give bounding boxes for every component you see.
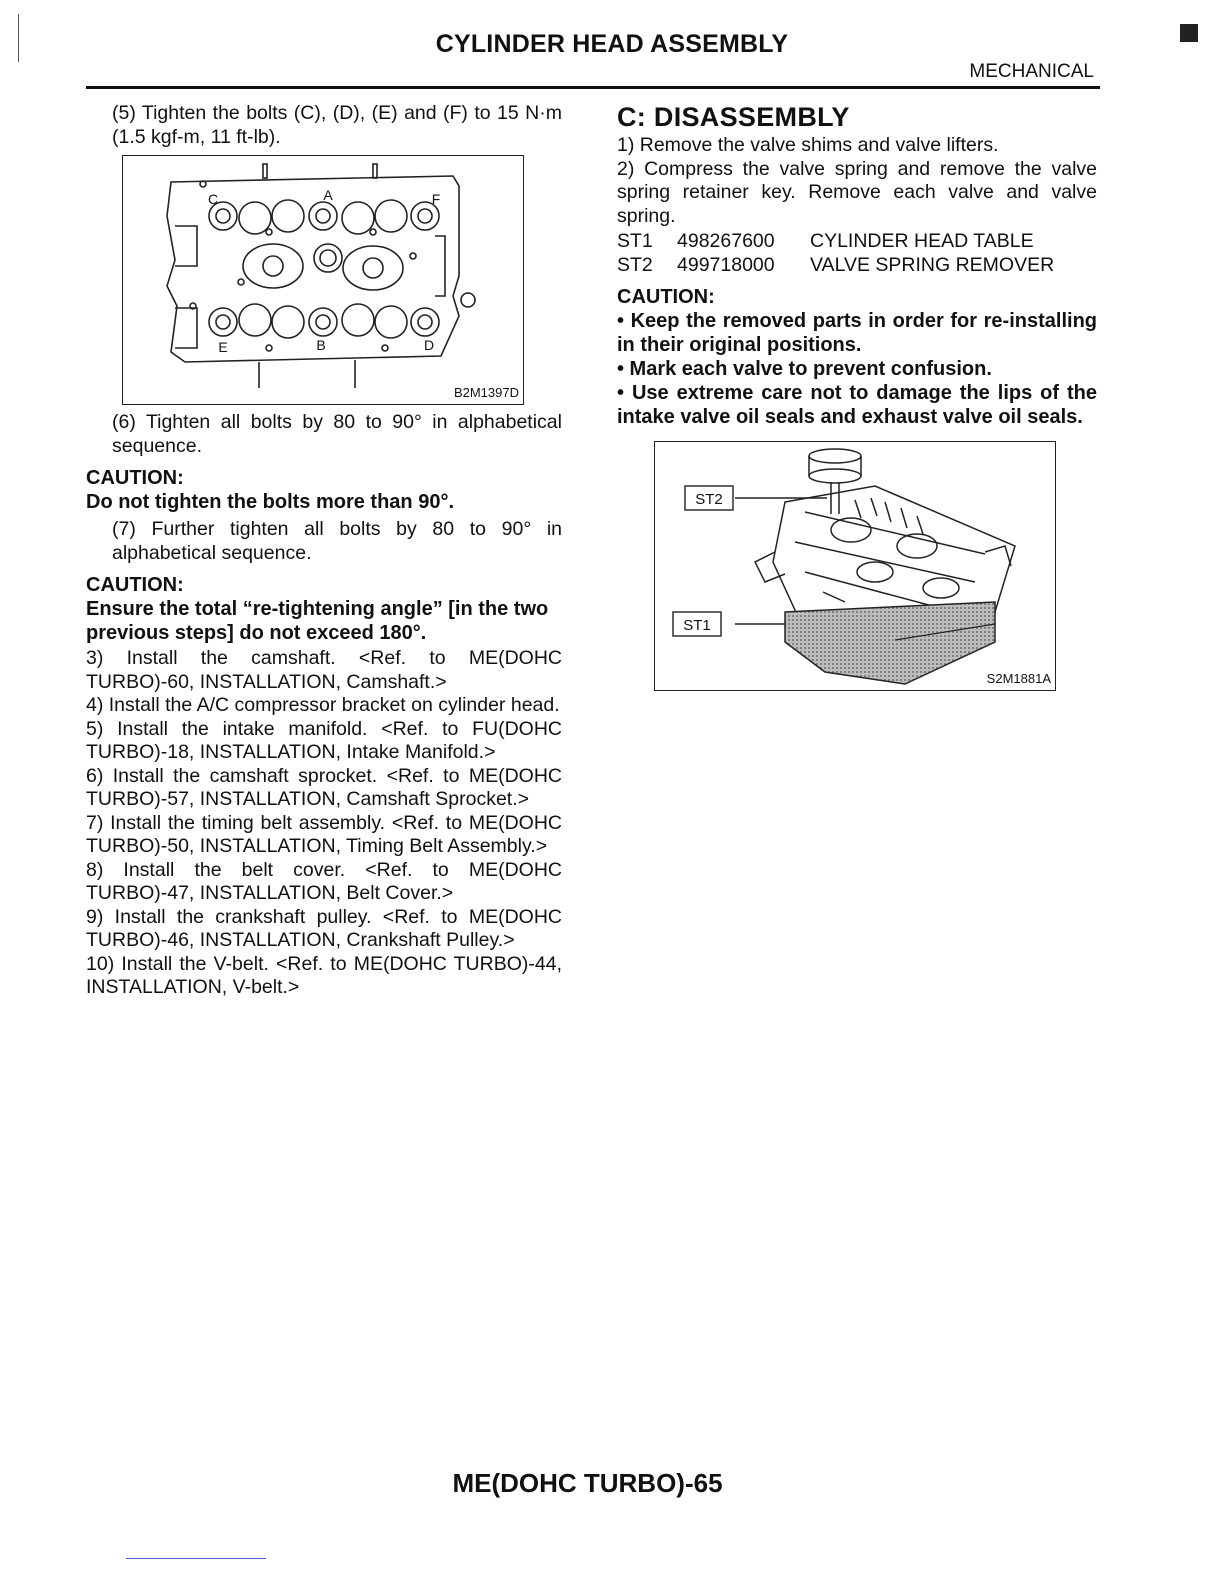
page-title: CYLINDER HEAD ASSEMBLY bbox=[435, 30, 789, 58]
list-item: 4) Install the A/C compressor bracket on cylinder head. bbox=[86, 694, 560, 716]
caution-item: • Keep the removed parts in order for re-installing in their original positions. bbox=[617, 310, 1097, 356]
list-item: 2) Compress the valve spring and remove the valve spring retainer key. Remove each valve and valve spring. bbox=[617, 157, 1097, 227]
tool-label-st1: ST1 bbox=[683, 617, 711, 634]
tool-row bbox=[617, 229, 1097, 253]
caution-heading: CAUTION: bbox=[86, 467, 184, 489]
caution-item: • Mark each valve to prevent confusion. bbox=[617, 358, 992, 380]
caution-heading: CAUTION: bbox=[617, 286, 715, 308]
left-column bbox=[86, 102, 562, 1000]
step6-tighten: (6) Tighten all bolts by 80 to 90° in alphabetical sequence. bbox=[112, 411, 562, 457]
bolt-label-c: C bbox=[207, 191, 219, 207]
list-item: 6) Install the camshaft sprocket. <Ref. to ME(DOHC TURBO)-57, INSTALLATION, Camshaft Sprocket.> bbox=[86, 764, 562, 810]
tool-name: VALVE SPRING REMOVER bbox=[810, 254, 1055, 276]
cylinder-head-bolt-diagram bbox=[123, 156, 523, 404]
tool-label-st2: ST2 bbox=[695, 491, 723, 508]
figure-valve-spring-remover bbox=[654, 441, 1056, 691]
list-item: 8) Install the belt cover. <Ref. to ME(DOHC TURBO)-47, INSTALLATION, Belt Cover.> bbox=[86, 858, 562, 904]
bolt-label-f: F bbox=[431, 191, 441, 207]
figure-code: B2M1397D bbox=[453, 385, 519, 400]
list-item: 7) Install the timing belt assembly. <Ref. to ME(DOHC TURBO)-50, INSTALLATION, Timing Belt Assembly.> bbox=[86, 811, 562, 857]
tool-id: ST2 bbox=[617, 254, 653, 276]
figure-code: S2M1881A bbox=[986, 671, 1051, 686]
step7-tighten: (7) Further tighten all bolts by 80 to 90° in alphabetical sequence. bbox=[112, 518, 562, 564]
tool-number: 499718000 bbox=[677, 254, 775, 276]
bolt-label-d: D bbox=[423, 337, 435, 353]
tool-id: ST1 bbox=[617, 230, 653, 252]
bolt-label-a: A bbox=[323, 187, 333, 203]
bolt-label-e: E bbox=[218, 339, 228, 355]
section-label: MECHANICAL bbox=[969, 61, 1094, 82]
footer-line bbox=[126, 1558, 266, 1559]
caution-text: Do not tighten the bolts more than 90°. bbox=[86, 491, 454, 513]
caution-item: • Use extreme care not to damage the lips of the intake valve oil seals and exhaust valve oil seals. bbox=[617, 382, 1097, 428]
caution-text: Ensure the total “re-tightening angle” [in the two previous steps] do not exceed 180°. bbox=[86, 598, 549, 644]
tool-row bbox=[617, 253, 1097, 277]
figure-bolt-sequence bbox=[122, 155, 524, 405]
step5-tighten: (5) Tighten the bolts (C), (D), (E) and (F) to 15 N·m (1.5 kgf-m, 11 ft-lb). bbox=[112, 102, 562, 148]
valve-spring-remover-diagram bbox=[655, 442, 1055, 690]
list-item: 9) Install the crankshaft pulley. <Ref. to ME(DOHC TURBO)-46, INSTALLATION, Crankshaft Pulley.> bbox=[86, 905, 562, 951]
right-column bbox=[617, 102, 1097, 691]
tool-number: 498267600 bbox=[677, 230, 775, 252]
bolt-label-b: B bbox=[316, 337, 326, 353]
list-item: 10) Install the V-belt. <Ref. to ME(DOHC TURBO)-44, INSTALLATION, V-belt.> bbox=[86, 952, 562, 998]
caution-heading: CAUTION: bbox=[86, 574, 184, 596]
tool-table bbox=[617, 229, 1097, 277]
list-item: 5) Install the intake manifold. <Ref. to FU(DOHC TURBO)-18, INSTALLATION, Intake Manifold.> bbox=[86, 717, 562, 763]
header-rule bbox=[86, 86, 1100, 89]
list-item: 1) Remove the valve shims and valve lifters. bbox=[617, 134, 999, 156]
list-item: 3) Install the camshaft. <Ref. to ME(DOHC TURBO)-60, INSTALLATION, Camshaft.> bbox=[86, 647, 562, 693]
page-number: ME(DOHC TURBO)-65 bbox=[452, 1468, 723, 1498]
tool-name: CYLINDER HEAD TABLE bbox=[810, 230, 1034, 252]
section-heading: C: DISASSEMBLY bbox=[617, 102, 850, 132]
